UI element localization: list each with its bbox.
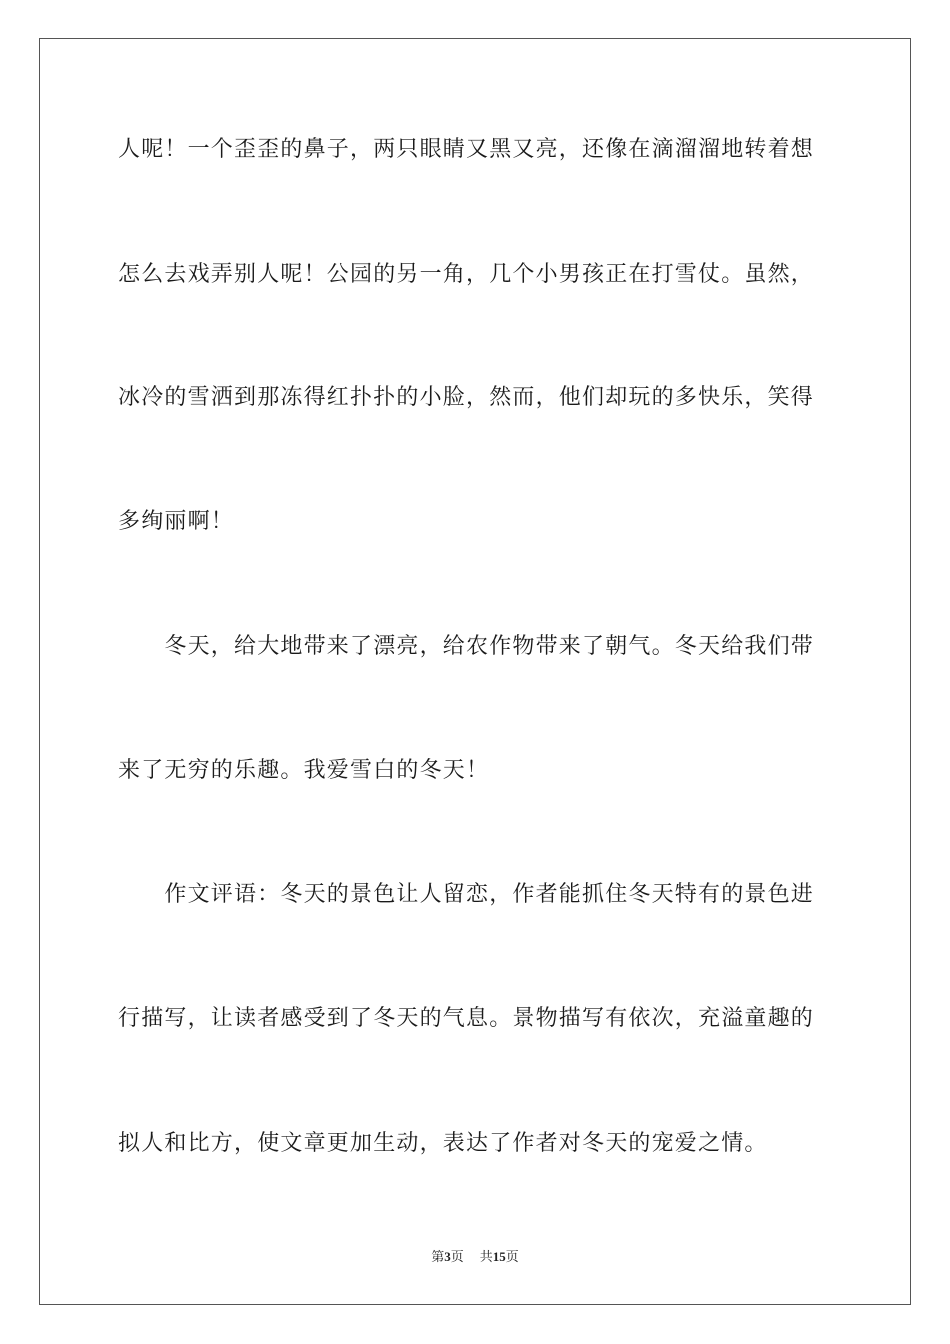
page-number: 3 — [444, 1249, 451, 1264]
paragraph-2-line-1: 冬天，给大地带来了漂亮，给农作物带来了朝气。冬天给我们带 — [118, 634, 815, 659]
page-prefix: 第 — [431, 1249, 445, 1264]
comment-line-1: 作文评语：冬天的景色让人留恋，作者能抓住冬天特有的景色进 — [118, 882, 815, 907]
total-suffix: 页 — [505, 1249, 519, 1264]
text-line-3: 冰冷的雪洒到那冻得红扑扑的小脸，然而，他们却玩的多快乐，笑得 — [118, 385, 815, 410]
comment-line-3: 拟人和比方，使文章更加生动，表达了作者对冬天的宠爱之情。 — [118, 1131, 768, 1156]
total-prefix: 共 — [479, 1249, 493, 1264]
text-line-1: 人呢！一个歪歪的鼻子，两只眼睛又黑又亮，还像在滴溜溜地转着想 — [118, 137, 815, 162]
text-line-4: 多绚丽啊！ — [118, 509, 235, 534]
paragraph-2-line-2: 来了无穷的乐趣。我爱雪白的冬天！ — [118, 758, 490, 783]
page-suffix: 页 — [450, 1249, 464, 1264]
page-footer — [0, 1248, 950, 1266]
comment-line-2: 行描写，让读者感受到了冬天的气息。景物描写有依次，充溢童趣的 — [118, 1006, 815, 1031]
page-border — [39, 38, 911, 1305]
text-line-2: 怎么去戏弄别人呢！公园的另一角，几个小男孩正在打雪仗。虽然， — [118, 262, 815, 287]
total-pages: 15 — [492, 1249, 506, 1264]
